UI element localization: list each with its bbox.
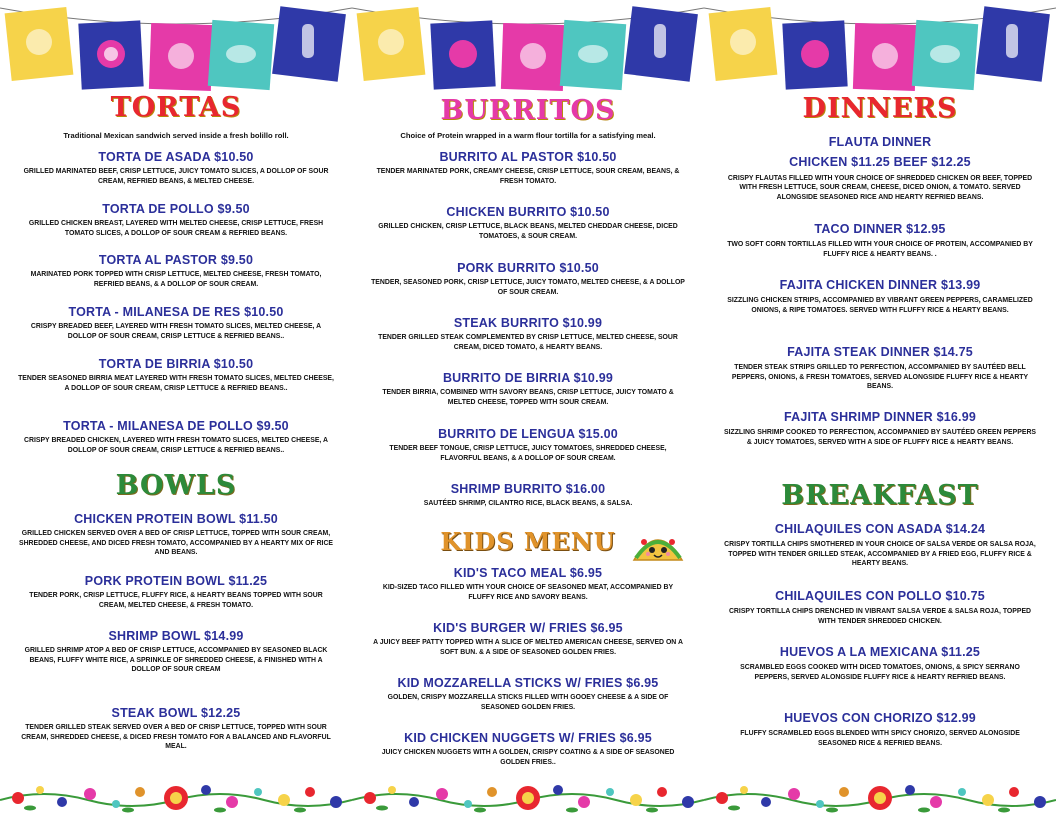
flower-garland-icon bbox=[352, 770, 704, 816]
menu-item bbox=[0, 253, 352, 289]
item-description: TENDER SEASONED BIRRIA MEAT LAYERED WITH FRESH TOMATO SLICES, MELTED CHEESE, A DOLLOP OF SOUR CREAM, CRISP LETTUCE & REFRIED BEANS.. bbox=[18, 375, 334, 392]
menu-item bbox=[0, 419, 352, 455]
item-name: CHICKEN BURRITO $10.50 bbox=[446, 205, 610, 219]
item-description: TENDER BIRRIA, COMBINED WITH SAVORY BEANS, CRISP LETTUCE, JUICY TOMATO & MELTED CHEESE, TOPPED WITH SOUR CREAM. bbox=[382, 389, 674, 406]
papel-picado-flags-icon bbox=[704, 0, 1056, 92]
item-name: TORTA - MILANESA DE RES $10.50 bbox=[68, 305, 284, 319]
burritos-section bbox=[352, 97, 704, 140]
bowls-section bbox=[0, 472, 352, 499]
menu-item bbox=[0, 706, 352, 752]
floral-border bbox=[352, 770, 704, 816]
menu-item bbox=[352, 371, 704, 407]
menu-item bbox=[352, 482, 704, 509]
breakfast-title: BREAKFAST bbox=[781, 480, 979, 511]
item-name: SHRIMP BURRITO $16.00 bbox=[450, 482, 606, 496]
menu-item bbox=[704, 278, 1056, 315]
menu-item bbox=[704, 645, 1056, 682]
flauta-prices: CHICKEN $11.25 BEEF $12.25 bbox=[789, 155, 971, 170]
item-description: JUICY CHICKEN NUGGETS WITH A GOLDEN, CRISPY COATING & A SIDE OF SEASONED GOLDEN FRIES.. bbox=[381, 749, 675, 766]
menu-item bbox=[704, 345, 1056, 392]
menu-item bbox=[704, 522, 1056, 569]
item-name: FAJITA STEAK DINNER $14.75 bbox=[787, 345, 973, 359]
item-description: TENDER STEAK STRIPS GRILLED TO PERFECTION, ACCOMPANIED BY SAUTÉED BELL PEPPERS, ONIONS, & FRESH TOMATOES, SERVED ALONGSIDE FLUFFY RICE & HEARTY BEANS. bbox=[731, 364, 1029, 391]
burritos-subtitle: Choice of Protein wrapped in a warm flour tortilla for a satisfying meal. bbox=[400, 131, 656, 140]
item-description: GRILLED MARINATED BEEF, CRISP LETTUCE, JUICY TOMATO SLICES, A DOLLOP OF SOUR CREAM, REFRIED BEANS, & MELTED CHEESE. bbox=[23, 168, 329, 185]
item-description: TENDER MARINATED PORK, CREAMY CHEESE, CRISP LETTUCE, SOUR CREAM, BEANS, & FRESH TOMATO. bbox=[376, 168, 680, 185]
tortas-section bbox=[0, 94, 352, 140]
item-description: GRILLED CHICKEN, CRISP LETTUCE, BLACK BEANS, MELTED CHEDDAR CHEESE, DICED TOMATOES, & SOUR CREAM. bbox=[378, 223, 678, 240]
item-description: TENDER GRILLED STEAK SERVED OVER A BED OF CRISP LETTUCE, TOPPED WITH SOUR CREAM, SHREDDED CHEESE, & DICED FRESH TOMATO FOR A BALANCED AND FLAVORFUL MEAL. bbox=[21, 724, 331, 751]
menu-item bbox=[352, 621, 704, 657]
item-name: BURRITO DE BIRRIA $10.99 bbox=[442, 371, 614, 385]
item-name: TORTA DE BIRRIA $10.50 bbox=[98, 357, 254, 371]
item-name: HUEVOS A LA MEXICANA $11.25 bbox=[779, 645, 981, 659]
item-description: KID-SIZED TACO FILLED WITH YOUR CHOICE OF SEASONED MEAT, ACCOMPANIED BY FLUFFY RICE AND SAVORY BEANS. bbox=[382, 584, 674, 601]
item-name: TORTA DE ASADA $10.50 bbox=[98, 150, 254, 164]
item-description: TENDER PORK, CRISP LETTUCE, FLUFFY RICE, & HEARTY BEANS TOPPED WITH SOUR CREAM, MELTED CHEESE, & FRESH TOMATO. bbox=[29, 592, 323, 609]
item-name: KID MOZZARELLA STICKS W/ FRIES $6.95 bbox=[397, 676, 659, 690]
item-name: STEAK BOWL $12.25 bbox=[111, 706, 241, 720]
flauta-title: FLAUTA DINNER bbox=[828, 135, 932, 149]
menu-item bbox=[0, 150, 352, 186]
tortas-subtitle: Traditional Mexican sandwich served inside a fresh bolillo roll. bbox=[63, 131, 289, 140]
tortas-bowls-panel bbox=[0, 0, 352, 816]
menu-item bbox=[352, 731, 704, 767]
taco-mascot-icon bbox=[628, 526, 688, 568]
item-description: SAUTÉED SHRIMP, CILANTRO RICE, BLACK BEANS, & SALSA. bbox=[423, 500, 633, 508]
flauta-dinner-item bbox=[704, 135, 1056, 202]
item-name: PORK PROTEIN BOWL $11.25 bbox=[84, 574, 268, 588]
menu-item bbox=[704, 410, 1056, 447]
item-description: CRISPY BREADED CHICKEN, LAYERED WITH FRESH TOMATO SLICES, MELTED CHEESE, A DOLLOP OF SOUR CREAM, CRISP LETTUCE & REFRIED BEANS.. bbox=[24, 437, 328, 454]
item-name: BURRITO DE LENGUA $15.00 bbox=[438, 427, 618, 441]
menu-item bbox=[0, 202, 352, 238]
menu-item bbox=[704, 589, 1056, 626]
item-description: GRILLED CHICKEN BREAST, LAYERED WITH MELTED CHEESE, CRISP LETTUCE, FRESH TOMATO SLICES, A DOLLOP OF SOUR CREAM & REFRIED BEANS. bbox=[28, 220, 324, 237]
item-name: STEAK BURRITO $10.99 bbox=[453, 316, 603, 330]
item-description: MARINATED PORK TOPPED WITH CRISP LETTUCE, MELTED CHEESE, FRESH TOMATO, REFRIED BEANS, & A DOLLOP OF SOUR CREAM. bbox=[30, 271, 322, 288]
item-name: TORTA AL PASTOR $9.50 bbox=[98, 253, 254, 267]
item-name: KID CHICKEN NUGGETS W/ FRIES $6.95 bbox=[404, 731, 652, 745]
flower-garland-icon bbox=[0, 770, 352, 816]
item-name: CHILAQUILES CON ASADA $14.24 bbox=[774, 522, 986, 536]
item-description: SIZZLING SHRIMP COOKED TO PERFECTION, ACCOMPANIED BY SAUTÉED GREEN PEPPERS & JUICY TOMATOES, SERVED WITH A SIDE OF FLUFFY RICE & HEARTY BEANS. bbox=[723, 429, 1037, 446]
item-description: TENDER, SEASONED PORK, CRISP LETTUCE, JUICY TOMATO, MELTED CHEESE, & A DOLLOP OF SOUR CREAM. bbox=[371, 279, 685, 296]
menu-item bbox=[352, 150, 704, 186]
papel-picado-flags-icon bbox=[0, 0, 352, 92]
item-description: GRILLED CHICKEN SERVED OVER A BED OF CRISP LETTUCE, TOPPED WITH SOUR CREAM, SHREDDED CHEESE, AND DICED FRESH TOMATO, ACCOMPANIED BY A HEARTY MIX OF RICE AND BEANS. bbox=[18, 530, 334, 557]
item-name: SHRIMP BOWL $14.99 bbox=[108, 629, 244, 643]
item-description: A JUICY BEEF PATTY TOPPED WITH A SLICE OF MELTED AMERICAN CHEESE, SERVED ON A SOFT BUN. & A SIDE OF SEASONED GOLDEN FRIES. bbox=[373, 639, 683, 656]
menu-item bbox=[352, 261, 704, 297]
item-description: TWO SOFT CORN TORTILLAS FILLED WITH YOUR CHOICE OF PROTEIN, ACCOMPANIED BY FLUFFY RICE & HEARTY BEANS. . bbox=[727, 241, 1033, 258]
menu-item bbox=[704, 711, 1056, 748]
item-name: TORTA - MILANESA DE POLLO $9.50 bbox=[63, 419, 289, 433]
item-description: TENDER GRILLED STEAK COMPLEMENTED BY CRISP LETTUCE, MELTED CHEESE, SOUR CREAM, DICED TOMATO, & HEARTY BEANS. bbox=[378, 334, 678, 351]
item-description: CRISPY FLAUTAS FILLED WITH YOUR CHOICE OF SHREDDED CHICKEN OR BEEF, TOPPED WITH FRESH LETTUCE, SOUR CREAM, CHEESE, DICED ONION, & TOMATO. SERVED ALONGSIDE SEASONED RICE AND HEARTY REFRIED BEANS. bbox=[727, 174, 1033, 201]
burritos-title: BURRITOS bbox=[440, 95, 616, 126]
menu-item bbox=[0, 629, 352, 675]
papel-picado-banner bbox=[704, 0, 1056, 92]
burritos-kids-panel bbox=[352, 0, 704, 816]
item-name: HUEVOS CON CHORIZO $12.99 bbox=[784, 711, 976, 725]
item-name: KID'S TACO MEAL $6.95 bbox=[453, 566, 603, 580]
item-description: SIZZLING CHICKEN STRIPS, ACCOMPANIED BY VIBRANT GREEN PEPPERS, CARAMELIZED ONIONS, & RIPE TOMATOES. SERVED WITH FLUFFY RICE & HEARTY BEANS. bbox=[727, 297, 1033, 314]
menu-item bbox=[352, 205, 704, 241]
item-description: CRISPY TORTILLA CHIPS DRENCHED IN VIBRANT SALSA VERDE & SALSA ROJA, TOPPED WITH TENDER SHREDDED CHICKEN. bbox=[728, 608, 1032, 625]
menu-item bbox=[352, 316, 704, 352]
menu-item bbox=[352, 566, 704, 602]
item-name: CHICKEN PROTEIN BOWL $11.50 bbox=[74, 512, 278, 526]
item-description: CRISPY BREADED BEEF, LAYERED WITH FRESH TOMATO SLICES, MELTED CHEESE, A DOLLOP OF SOUR CREAM, CRISP LETTUCE & REFRIED BEANS.. bbox=[30, 323, 322, 340]
breakfast-section bbox=[704, 482, 1056, 509]
item-name: TACO DINNER $12.95 bbox=[814, 222, 946, 236]
menu-item bbox=[352, 676, 704, 712]
bowls-title: BOWLS bbox=[115, 470, 237, 501]
papel-picado-banner bbox=[0, 0, 352, 92]
menu-item bbox=[0, 305, 352, 341]
dinners-breakfast-panel bbox=[704, 0, 1056, 816]
item-name: CHILAQUILES CON POLLO $10.75 bbox=[775, 589, 985, 603]
item-name: KID'S BURGER W/ FRIES $6.95 bbox=[433, 621, 623, 635]
papel-picado-banner bbox=[352, 0, 704, 92]
flower-garland-icon bbox=[704, 770, 1056, 816]
item-description: TENDER BEEF TONGUE, CRISP LETTUCE, JUICY TOMATOES, SHREDDED CHEESE, FLAVORFUL BEANS, & A DOLLOP OF SOUR CREAM. bbox=[389, 445, 667, 462]
item-description: GOLDEN, CRISPY MOZZARELLA STICKS FILLED WITH GOOEY CHEESE & A SIDE OF SEASONED GOLDEN FRIES. bbox=[387, 694, 669, 711]
floral-border bbox=[704, 770, 1056, 816]
item-name: FAJITA CHICKEN DINNER $13.99 bbox=[779, 278, 981, 292]
item-description: FLUFFY SCRAMBLED EGGS BLENDED WITH SPICY CHORIZO, SERVED ALONGSIDE SEASONED RICE & REFRIED BEANS. bbox=[740, 730, 1020, 747]
item-name: PORK BURRITO $10.50 bbox=[457, 261, 599, 275]
menu-item bbox=[0, 357, 352, 393]
menu-item bbox=[0, 512, 352, 558]
dinners-section bbox=[704, 95, 1056, 122]
item-name: BURRITO AL PASTOR $10.50 bbox=[439, 150, 617, 164]
floral-border bbox=[0, 770, 352, 816]
item-name: FAJITA SHRIMP DINNER $16.99 bbox=[783, 410, 977, 424]
menu-item bbox=[352, 427, 704, 463]
kids-menu-title: KIDS MENU bbox=[440, 527, 616, 556]
item-name: TORTA DE POLLO $9.50 bbox=[102, 202, 250, 216]
papel-picado-flags-icon bbox=[352, 0, 704, 92]
item-description: CRISPY TORTILLA CHIPS SMOTHERED IN YOUR CHOICE OF SALSA VERDE OR SALSA ROJA, TOPPED WITH TENDER GRILLED STEAK, ACCOMPANIED BY A FRIED EGG, FLUFFY RICE & HEARTY BEANS. bbox=[724, 541, 1036, 568]
menu-item bbox=[0, 574, 352, 610]
tortas-title: TORTAS bbox=[110, 92, 242, 123]
item-description: SCRAMBLED EGGS COOKED WITH DICED TOMATOES, ONIONS, & SPICY SERRANO PEPPERS, SERVED ALONGSIDE FLUFFY RICE & HEARTY REFRIED BEANS. bbox=[740, 664, 1020, 681]
item-description: GRILLED SHRIMP ATOP A BED OF CRISP LETTUCE, ACCOMPANIED BY SEASONED BLACK BEANS, FLUFFY WHITE RICE, A SPRINKLE OF SHREDDED CHEESE, & FINISHED WITH A DOLLOP OF SOUR CREAM bbox=[24, 647, 328, 674]
menu-item bbox=[704, 222, 1056, 259]
dinners-title: DINNERS bbox=[802, 93, 958, 124]
